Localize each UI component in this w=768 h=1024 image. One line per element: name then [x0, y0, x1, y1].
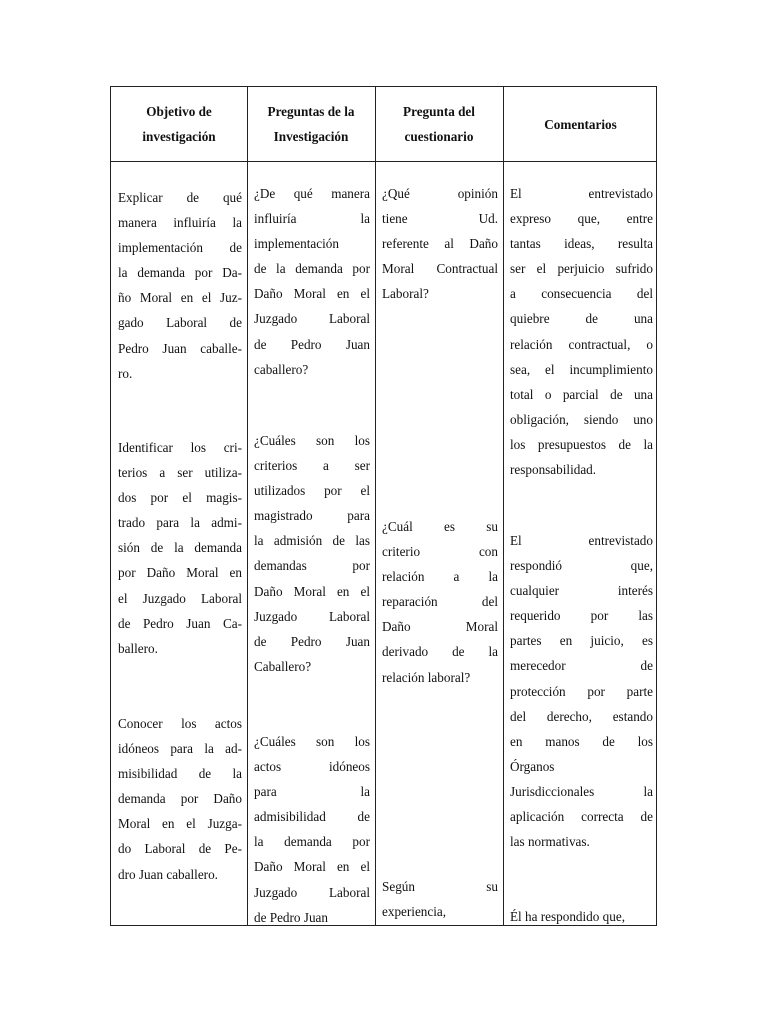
text-line: ¿Cuál es su	[382, 519, 498, 534]
text-line: el Juzgado Laboral	[118, 590, 242, 606]
text-line: total o parcial de una	[510, 386, 653, 402]
text-line: gado Laboral de	[118, 315, 242, 331]
text-line: magistrado para	[254, 508, 370, 524]
column-comentarios	[503, 161, 658, 925]
text-line: implementación	[254, 236, 339, 252]
text-line: sión de la demanda	[118, 540, 242, 556]
comentario-cell-3	[510, 904, 653, 925]
text-line: ño Moral en el Juz-	[118, 290, 242, 306]
text-line: ¿Cuáles son los	[254, 734, 370, 749]
cuestionario-cell-2	[382, 514, 498, 690]
text-line: partes en juicio, es	[510, 633, 653, 649]
text-line: influiría la	[254, 211, 370, 227]
text-line: Conocer los actos	[118, 716, 242, 731]
text-line: relación a la	[382, 569, 498, 585]
text-line: Él ha respondido que,	[510, 909, 625, 924]
objetivo-cell-1	[118, 185, 242, 386]
text-line: demanda por Daño	[118, 791, 242, 807]
text-line: cualquier interés	[510, 583, 653, 599]
text-line: quiebre de una	[510, 311, 653, 327]
text-line: misibilidad de la	[118, 766, 242, 782]
text-line: en manos de los	[510, 733, 653, 749]
text-line: Daño Moral en el	[254, 859, 370, 875]
text-line: Identificar los cri-	[118, 440, 242, 455]
text-line: reparación del	[382, 594, 498, 610]
text-line: expreso que, entre	[510, 211, 653, 227]
header-comentarios-label: Comentarios	[544, 116, 617, 132]
text-line: manera influiría la	[118, 215, 242, 231]
column-pregunta-cuestionario	[375, 161, 503, 925]
text-line: sea, el incumplimiento	[510, 361, 653, 377]
text-line: caballero?	[254, 361, 309, 377]
text-line: ¿De qué manera	[254, 186, 370, 201]
header-cuestionario-label: Pregunta del cuestionario	[403, 104, 475, 144]
pregunta-investigacion-cell-3	[254, 729, 370, 925]
text-line: utilizados por el	[254, 483, 370, 499]
text-line: ballero.	[118, 640, 158, 656]
objetivo-cell-3	[118, 711, 242, 887]
text-line: la demanda por Da-	[118, 265, 242, 281]
column-preguntas-investigacion	[247, 161, 375, 925]
text-line: Laboral?	[382, 286, 429, 302]
header-preguntas-label: Preguntas de la Investigación	[267, 104, 355, 144]
text-line: actos idóneos	[254, 759, 370, 775]
objetivo-cell-2	[118, 435, 242, 661]
research-table	[110, 86, 657, 926]
cuestionario-cell-1	[382, 181, 498, 306]
text-line: ¿Cuáles son los	[254, 433, 370, 448]
text-line: los presupuestos de la	[510, 436, 653, 452]
text-line: dro Juan caballero.	[118, 866, 218, 882]
comentario-cell-2	[510, 528, 653, 854]
text-line: Daño Moral	[382, 619, 498, 635]
text-line: Jurisdiccionales la	[510, 783, 653, 799]
text-line: Moral Contractual	[382, 261, 498, 277]
text-line: experiencia,	[382, 904, 447, 920]
text-line: protección por parte	[510, 683, 653, 699]
text-line: dos por el magis-	[118, 490, 242, 506]
text-line: idóneos para la ad-	[118, 741, 242, 757]
text-line: Juzgado Laboral	[254, 884, 370, 900]
comentario-cell-1	[510, 181, 653, 482]
text-line: Explicar de qué	[118, 190, 242, 205]
text-line: trado para la admi-	[118, 515, 242, 531]
text-line: terios a ser utiliza-	[118, 465, 242, 481]
text-line: criterios a ser	[254, 458, 370, 474]
text-line: para la	[254, 784, 370, 800]
text-line: admisibilidad de	[254, 809, 370, 825]
text-line: las normativas.	[510, 834, 590, 850]
text-line: tiene Ud.	[382, 211, 498, 227]
header-preguntas-investigacion	[247, 87, 375, 161]
text-line: Moral en el Juzga-	[118, 816, 242, 832]
text-line: de Pedro Juan	[254, 336, 370, 352]
text-line: demandas por	[254, 558, 370, 574]
text-line: de Pedro Juan Ca-	[118, 615, 242, 631]
text-line: responsabilidad.	[510, 462, 597, 478]
text-line: por Daño Moral en	[118, 565, 242, 581]
header-pregunta-cuestionario	[375, 87, 503, 161]
text-line: El entrevistado	[510, 186, 653, 201]
text-line: El entrevistado	[510, 533, 653, 548]
text-line: ¿Qué opinión	[382, 186, 498, 201]
text-line: tantas ideas, resulta	[510, 236, 653, 252]
header-comentarios	[503, 87, 658, 161]
text-line: Órganos	[510, 758, 555, 774]
text-line: respondió que,	[510, 558, 653, 574]
text-line: Caballero?	[254, 658, 312, 674]
text-line: de la demanda por	[254, 261, 370, 277]
text-line: ro.	[118, 365, 133, 381]
pregunta-investigacion-cell-1	[254, 181, 370, 382]
text-line: referente al Daño	[382, 236, 498, 252]
text-line: ser el perjuicio sufrido	[510, 261, 653, 277]
text-line: Según su	[382, 879, 498, 894]
text-line: de Pedro Juan	[254, 633, 370, 649]
text-line: Pedro Juan caballe-	[118, 340, 242, 356]
header-objetivo-label: Objetivo de investigación	[142, 104, 216, 144]
text-line: implementación de	[118, 240, 242, 256]
text-line: derivado de la	[382, 644, 498, 660]
header-objetivo	[111, 87, 247, 161]
text-line: merecedor de	[510, 658, 653, 674]
text-line: de Pedro Juan	[254, 909, 328, 925]
column-objetivo	[111, 161, 247, 925]
text-line: obligación, siendo uno	[510, 411, 653, 427]
text-line: relación laboral?	[382, 669, 471, 685]
text-line: la admisión de las	[254, 533, 370, 549]
text-line: Daño Moral en el	[254, 583, 370, 599]
pregunta-investigacion-cell-2	[254, 428, 370, 679]
text-line: Juzgado Laboral	[254, 311, 370, 327]
text-line: Juzgado Laboral	[254, 608, 370, 624]
text-line: criterio con	[382, 544, 498, 560]
text-line: la demanda por	[254, 834, 370, 850]
text-line: aplicación correcta de	[510, 809, 653, 825]
text-line: requerido por las	[510, 608, 653, 624]
text-line: del derecho, estando	[510, 708, 653, 724]
cuestionario-cell-3	[382, 874, 498, 924]
text-line: do Laboral de Pe-	[118, 841, 242, 857]
text-line: a consecuencia del	[510, 286, 653, 302]
text-line: relación contractual, o	[510, 336, 653, 352]
text-line: Daño Moral en el	[254, 286, 370, 302]
